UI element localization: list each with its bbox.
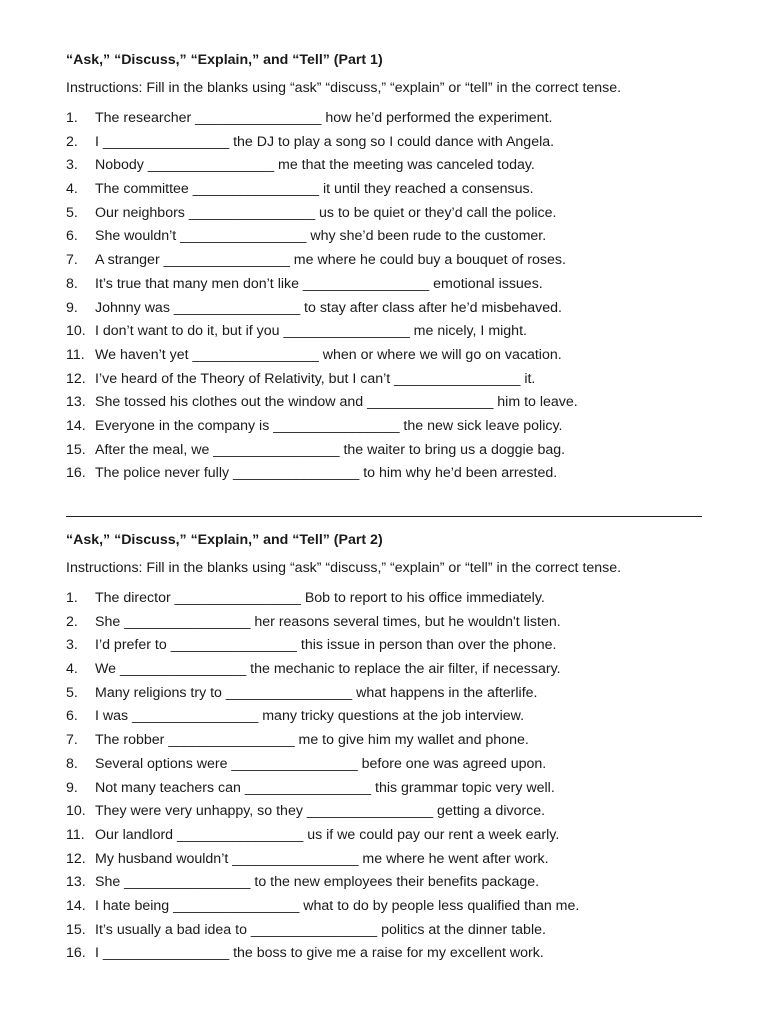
item-number: 7. bbox=[66, 252, 78, 269]
worksheet-part-1 bbox=[66, 50, 706, 486]
item-sentence: I ________________ the DJ to play a song so I could dance with Angela. bbox=[95, 133, 555, 150]
item-sentence: Many religions try to ________________ what happens in the afterlife. bbox=[95, 684, 538, 701]
item-sentence: The robber ________________ me to give him my wallet and phone. bbox=[95, 732, 529, 749]
item-number: 14. bbox=[66, 417, 86, 434]
item-sentence: Everyone in the company is ________________ the new sick leave policy. bbox=[95, 417, 563, 434]
exercise-item bbox=[66, 895, 706, 919]
item-sentence: I’d prefer to ________________ this issue in person than over the phone. bbox=[95, 637, 557, 654]
exercise-item bbox=[66, 919, 706, 943]
item-sentence: It’s usually a bad idea to ________________ politics at the dinner table. bbox=[95, 921, 546, 938]
item-number: 5. bbox=[66, 684, 78, 701]
item-sentence: We ________________ the mechanic to replace the air filter, if necessary. bbox=[95, 661, 561, 678]
item-sentence: I don’t want to do it, but if you ________________ me nicely, I might. bbox=[95, 323, 527, 340]
item-number: 2. bbox=[66, 613, 78, 630]
item-sentence: The director ________________ Bob to report to his office immediately. bbox=[95, 590, 545, 606]
exercise-item bbox=[66, 753, 706, 777]
exercise-item bbox=[66, 462, 706, 486]
item-number: 8. bbox=[66, 275, 78, 292]
exercise-item bbox=[66, 848, 706, 872]
item-sentence: It’s true that many men don’t like ________________ emotional issues. bbox=[95, 275, 543, 292]
exercise-item bbox=[66, 273, 706, 297]
part-1-title: “Ask,” “Discuss,” “Explain,” and “Tell” (Part 1) bbox=[66, 52, 383, 68]
exercise-item bbox=[66, 344, 706, 368]
item-sentence: Our neighbors ________________ us to be quiet or they’d call the police. bbox=[95, 204, 557, 221]
section-divider bbox=[66, 516, 702, 517]
item-number: 9. bbox=[66, 299, 78, 316]
part-1-instructions: Instructions: Fill in the blanks using “ask” “discuss,” “explain” or “tell” in the correct tense. bbox=[66, 80, 622, 96]
item-sentence: She ________________ her reasons several times, but he wouldn't listen. bbox=[95, 613, 561, 630]
item-number: 10. bbox=[66, 323, 86, 340]
exercise-item bbox=[66, 800, 706, 824]
item-number: 8. bbox=[66, 755, 78, 772]
part-2-exercise-list bbox=[66, 587, 706, 966]
exercise-item bbox=[66, 225, 706, 249]
item-number: 3. bbox=[66, 637, 78, 654]
item-sentence: After the meal, we ________________ the waiter to bring us a doggie bag. bbox=[95, 441, 566, 458]
exercise-item bbox=[66, 297, 706, 321]
exercise-item bbox=[66, 107, 706, 131]
exercise-item bbox=[66, 729, 706, 753]
item-sentence: The committee ________________ it until they reached a consensus. bbox=[95, 181, 534, 198]
item-number: 1. bbox=[66, 590, 78, 606]
item-sentence: The researcher ________________ how he’d performed the experiment. bbox=[95, 110, 553, 126]
item-number: 13. bbox=[66, 394, 86, 411]
item-sentence: I ________________ the boss to give me a raise for my excellent work. bbox=[95, 945, 544, 962]
exercise-item bbox=[66, 178, 706, 202]
item-sentence: Our landlord ________________ us if we could pay our rent a week early. bbox=[95, 826, 560, 843]
exercise-item bbox=[66, 587, 706, 611]
item-number: 2. bbox=[66, 133, 78, 150]
exercise-item bbox=[66, 682, 706, 706]
item-number: 3. bbox=[66, 157, 78, 174]
worksheet-part-2 bbox=[66, 530, 706, 966]
item-sentence: Not many teachers can ________________ this grammar topic very well. bbox=[95, 779, 555, 796]
exercise-item bbox=[66, 871, 706, 895]
item-number: 11. bbox=[66, 346, 85, 363]
item-sentence: The police never fully ________________ to him why he’d been arrested. bbox=[95, 465, 558, 482]
exercise-item bbox=[66, 634, 706, 658]
item-number: 15. bbox=[66, 921, 86, 938]
item-sentence: She ________________ to the new employees their benefits package. bbox=[95, 874, 540, 891]
part-2-title: “Ask,” “Discuss,” “Explain,” and “Tell” (Part 2) bbox=[66, 532, 383, 548]
item-number: 13. bbox=[66, 874, 86, 891]
exercise-item bbox=[66, 942, 706, 966]
item-number: 5. bbox=[66, 204, 78, 221]
item-number: 12. bbox=[66, 370, 86, 387]
item-number: 9. bbox=[66, 779, 78, 796]
exercise-item bbox=[66, 705, 706, 729]
item-number: 6. bbox=[66, 708, 78, 725]
exercise-item bbox=[66, 611, 706, 635]
item-sentence: My husband wouldn’t ________________ me where he went after work. bbox=[95, 850, 549, 867]
exercise-item bbox=[66, 415, 706, 439]
item-number: 16. bbox=[66, 945, 86, 962]
item-sentence: They were very unhappy, so they ________________ getting a divorce. bbox=[95, 803, 546, 820]
item-number: 14. bbox=[66, 897, 86, 914]
item-sentence: A stranger ________________ me where he could buy a bouquet of roses. bbox=[95, 252, 566, 269]
item-number: 10. bbox=[66, 803, 86, 820]
item-sentence: Johnny was ________________ to stay after class after he’d misbehaved. bbox=[95, 299, 562, 316]
item-sentence: I hate being ________________ what to do by people less qualified than me. bbox=[95, 897, 580, 914]
item-number: 16. bbox=[66, 465, 86, 482]
exercise-item bbox=[66, 368, 706, 392]
exercise-item bbox=[66, 777, 706, 801]
exercise-item bbox=[66, 249, 706, 273]
item-sentence: Nobody ________________ me that the meeting was canceled today. bbox=[95, 157, 535, 174]
exercise-item bbox=[66, 131, 706, 155]
item-sentence: I’ve heard of the Theory of Relativity, but I can’t ________________ it. bbox=[95, 370, 536, 387]
part-2-instructions: Instructions: Fill in the blanks using “ask” “discuss,” “explain” or “tell” in the correct tense. bbox=[66, 560, 622, 576]
part-1-exercise-list bbox=[66, 107, 706, 486]
item-number: 12. bbox=[66, 850, 86, 867]
exercise-item bbox=[66, 391, 706, 415]
item-number: 4. bbox=[66, 181, 78, 198]
item-sentence: She tossed his clothes out the window and ________________ him to leave. bbox=[95, 394, 578, 411]
item-number: 6. bbox=[66, 228, 78, 245]
item-number: 15. bbox=[66, 441, 86, 458]
exercise-item bbox=[66, 154, 706, 178]
item-number: 4. bbox=[66, 661, 78, 678]
exercise-item bbox=[66, 202, 706, 226]
item-sentence: We haven’t yet ________________ when or where we will go on vacation. bbox=[95, 346, 562, 363]
exercise-item bbox=[66, 439, 706, 463]
item-number: 1. bbox=[66, 110, 78, 126]
exercise-item bbox=[66, 658, 706, 682]
item-sentence: I was ________________ many tricky questions at the job interview. bbox=[95, 708, 525, 725]
item-sentence: She wouldn’t ________________ why she’d been rude to the customer. bbox=[95, 228, 547, 245]
item-number: 7. bbox=[66, 732, 78, 749]
item-sentence: Several options were ________________ before one was agreed upon. bbox=[95, 755, 547, 772]
item-number: 11. bbox=[66, 826, 85, 843]
exercise-item bbox=[66, 320, 706, 344]
exercise-item bbox=[66, 824, 706, 848]
